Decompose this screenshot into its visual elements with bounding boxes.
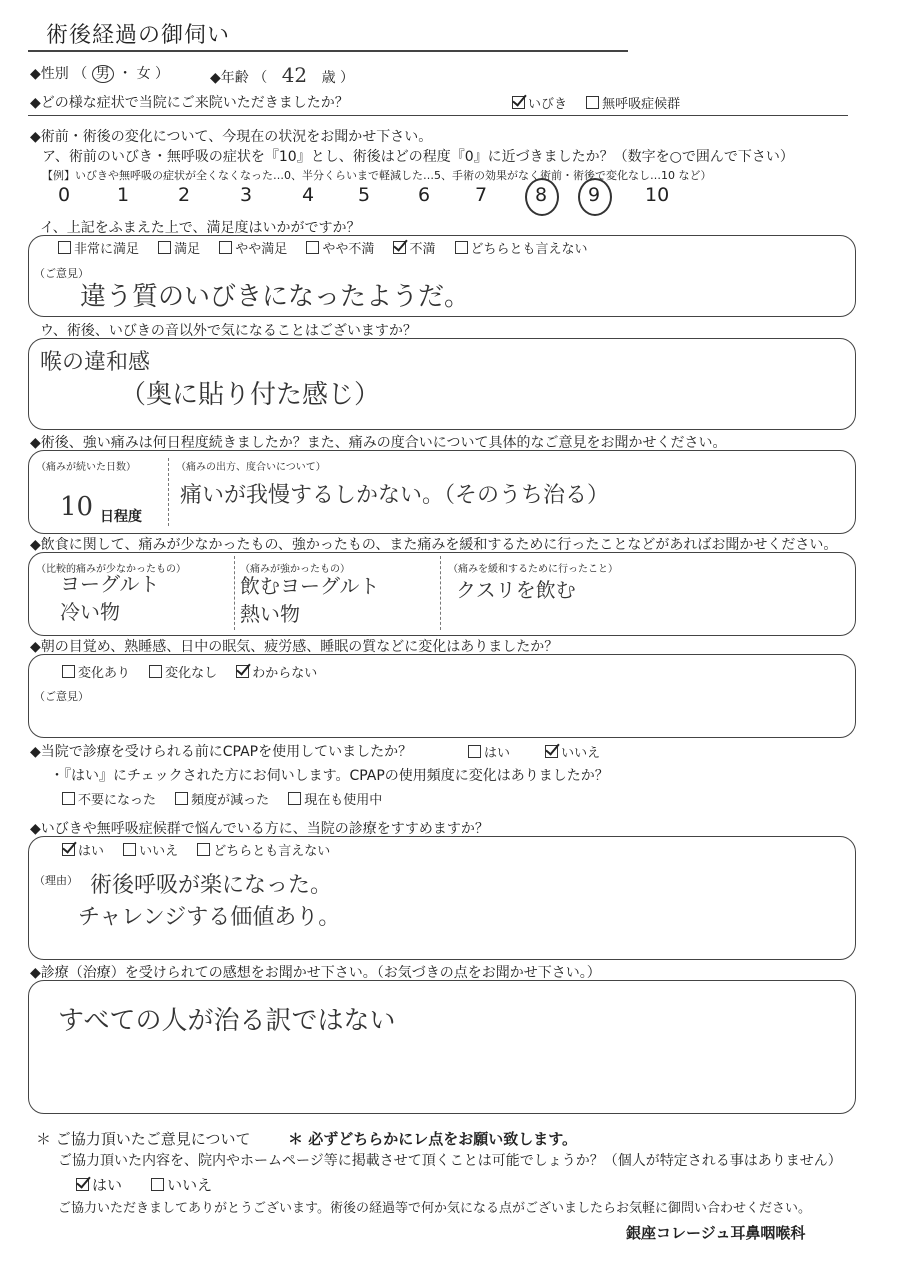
divider xyxy=(28,115,848,116)
satisfaction-option-somewhat-satisfied[interactable] xyxy=(219,238,287,257)
sex-close-paren: ） xyxy=(155,66,170,82)
checkbox-checked[interactable] xyxy=(393,241,406,254)
pain-days-value[interactable]: 10 xyxy=(60,492,94,522)
cpap-sub-option-still-using[interactable] xyxy=(288,789,382,808)
age-unit: 歳 xyxy=(321,70,336,86)
morning-opinion-label: （ご意見） xyxy=(34,690,89,703)
satisfaction-opinion[interactable]: 違う質のいびきになったようだ。 xyxy=(80,282,471,312)
cpap-sub-question: ・『はい』にチェックされた方にお伺いします。CPAPの使用頻度に変化はありましたか？ xyxy=(50,768,609,784)
other-answer-line2[interactable]: （奥に貼り付た感じ） xyxy=(120,380,381,410)
footer-thanks: ご協力いただきましてありがとうございます。術後の経過等で何か気になる点がございましたらお気軽に御問い合わせください。 xyxy=(58,1201,811,1216)
checkbox[interactable] xyxy=(455,241,468,254)
footer-permission: ご協力頂いた内容を、院内やホームページ等に掲載させて頂くことは可能でしょうか？（個人が特定される事はありません） xyxy=(58,1153,842,1169)
option-label: どちらとも言えない xyxy=(213,844,331,859)
sex-separator: ・ xyxy=(118,66,133,82)
food-less-1[interactable]: ヨーグルト xyxy=(60,572,160,596)
option-label: わからない xyxy=(252,666,318,681)
scale-number[interactable]: 10 xyxy=(645,184,670,206)
age-value[interactable]: 42 xyxy=(281,63,308,87)
pain-detail[interactable]: 痛いが我慢するしかない。（そのうち治る） xyxy=(180,483,610,508)
sex-label: ◆性別 xyxy=(30,66,69,82)
recommend-reason-2[interactable]: チャレンジする価値あり。 xyxy=(78,905,341,930)
morning-option-unknown[interactable] xyxy=(236,662,317,681)
pain-detail-label: （痛みの出方、度合いについて） xyxy=(176,462,326,473)
scale-number[interactable]: 2 xyxy=(178,184,191,206)
option-label: いいえ xyxy=(139,844,179,859)
clinic-name: 銀座コレージュ耳鼻咽喉科 xyxy=(626,1224,806,1242)
recommend-option-no[interactable] xyxy=(123,840,178,859)
scale-circle-mark xyxy=(578,178,612,216)
option-label: いいえ xyxy=(167,1176,213,1194)
option-label: いいえ xyxy=(561,746,601,761)
recommend-option-undecided[interactable] xyxy=(197,840,330,859)
checkbox[interactable] xyxy=(306,241,319,254)
food-strong-label: （痛みが強かったもの） xyxy=(240,564,350,575)
cpap-option-no[interactable] xyxy=(545,742,600,761)
food-question: ◆飲食に関して、痛みが少なかったもの、強かったもの、また痛みを緩和するために行ったことなどがあればお聞かせください。 xyxy=(30,537,838,553)
symptom-option-apnea[interactable] xyxy=(586,93,680,112)
scale-number[interactable]: 5 xyxy=(358,184,371,206)
pain-days-unit: 日程度 xyxy=(100,509,142,525)
sex-option-male[interactable]: 男 xyxy=(92,65,114,83)
footer-option-no[interactable] xyxy=(151,1174,212,1195)
recommend-reason-1[interactable]: 術後呼吸が楽になった。 xyxy=(90,873,333,898)
cpap-question: ◆当院で診療を受けられる前にCPAPを使用していましたか？ xyxy=(30,744,413,760)
scale-number[interactable]: 0 xyxy=(58,184,71,206)
pain-separator xyxy=(168,458,169,526)
recommend-option-yes[interactable] xyxy=(62,840,104,859)
scale-number[interactable]: 9 xyxy=(588,184,601,206)
satisfaction-question: イ、上記をふまえた上で、満足度はいかがですか？ xyxy=(40,220,361,236)
checkbox[interactable] xyxy=(586,96,599,109)
impression-answer[interactable]: すべての人が治る訳ではない xyxy=(58,1006,396,1036)
checkbox[interactable] xyxy=(197,843,210,856)
food-relief-1[interactable]: クスリを飲む xyxy=(456,578,576,602)
option-label: 現在も使用中 xyxy=(304,793,383,808)
checkbox[interactable] xyxy=(219,241,232,254)
option-label: 満足 xyxy=(174,242,201,257)
option-label: 変化なし xyxy=(165,666,218,681)
morning-option-changed[interactable] xyxy=(62,662,130,681)
checkbox[interactable] xyxy=(288,792,301,805)
recommend-question: ◆いびきや無呼吸症候群で悩んでいる方に、当院の診療をすすめますか？ xyxy=(30,821,489,837)
checkbox[interactable] xyxy=(62,665,75,678)
title-underline xyxy=(28,50,628,52)
symptom-option-snoring[interactable] xyxy=(512,93,567,112)
pain-days-label: （痛みが続いた日数） xyxy=(36,462,136,473)
other-question: ウ、術後、いびきの音以外で気になることはございますか？ xyxy=(40,323,417,339)
checkbox-checked[interactable] xyxy=(545,745,558,758)
checkbox-checked[interactable] xyxy=(76,1178,89,1191)
cpap-option-yes[interactable] xyxy=(468,742,510,761)
option-label: はい xyxy=(92,1176,123,1194)
food-separator-2 xyxy=(440,556,441,630)
scale-number[interactable]: 6 xyxy=(418,184,431,206)
food-strong-2[interactable]: 熱い物 xyxy=(240,602,300,626)
food-relief-label: （痛みを緩和するために行ったこと） xyxy=(448,564,618,575)
checkbox[interactable] xyxy=(58,241,71,254)
checkbox[interactable] xyxy=(149,665,162,678)
food-less-label: （比較的痛みが少なかったもの） xyxy=(36,564,186,575)
footer-note-b: ＊ 必ずどちらかにレ点をお願い致します。 xyxy=(288,1130,578,1148)
scale-number[interactable]: 3 xyxy=(240,184,253,206)
checkbox[interactable] xyxy=(123,843,136,856)
food-separator-1 xyxy=(234,556,235,630)
age-close-paren: ） xyxy=(340,70,355,86)
satisfaction-option-undecided[interactable] xyxy=(455,238,588,257)
scale-number[interactable]: 7 xyxy=(475,184,488,206)
food-less-2[interactable]: 冷い物 xyxy=(60,600,120,624)
satisfaction-option-somewhat-dissatisfied[interactable] xyxy=(306,238,374,257)
satisfaction-option-dissatisfied[interactable] xyxy=(393,238,435,257)
footer-option-yes[interactable] xyxy=(76,1174,122,1195)
option-label: 頻度が減った xyxy=(191,793,270,808)
scale-number[interactable]: 1 xyxy=(117,184,130,206)
scale-number[interactable]: 4 xyxy=(302,184,315,206)
scale-circle-mark xyxy=(525,178,559,216)
change-heading: ◆術前・術後の変化について、今現在の状況をお聞かせ下さい。 xyxy=(30,129,433,145)
cpap-options xyxy=(468,742,614,761)
symptom-question: ◆どの様な症状で当院にご来院いただきましたか？ xyxy=(30,95,349,111)
morning-option-no-change[interactable] xyxy=(149,662,217,681)
checkbox-checked[interactable] xyxy=(236,665,249,678)
page-title: 術後経過の御伺い xyxy=(46,23,231,48)
morning-question: ◆朝の目覚め、熟睡感、日中の眠気、疲労感、睡眠の質などに変化はありましたか？ xyxy=(30,639,559,655)
checkbox[interactable] xyxy=(175,792,188,805)
satisfaction-options xyxy=(58,238,602,257)
option-label: やや不満 xyxy=(322,242,375,257)
cpap-sub-option-reduced[interactable] xyxy=(175,789,269,808)
scale-number[interactable]: 8 xyxy=(535,184,548,206)
satisfaction-option-very-satisfied[interactable] xyxy=(58,238,139,257)
checkbox[interactable] xyxy=(468,745,481,758)
checkbox-checked[interactable] xyxy=(62,843,75,856)
age-label: ◆年齢 xyxy=(210,70,249,86)
option-label: 不満 xyxy=(409,242,436,257)
impression-question: ◆診療（治療）を受けられての感想をお聞かせ下さい。（お気づきの点をお聞かせ下さい。） xyxy=(30,965,601,981)
cpap-sub-option-unneeded[interactable] xyxy=(62,789,156,808)
sex-row xyxy=(30,63,169,83)
age-open-paren: （ xyxy=(253,70,268,86)
option-label: 変化あり xyxy=(78,666,131,681)
option-label: やや満足 xyxy=(235,242,288,257)
option-label: 非常に満足 xyxy=(74,242,140,257)
footer-note-a: ＊ ご協力頂いたご意見について xyxy=(36,1130,251,1148)
other-answer-line1[interactable]: 喉の違和感 xyxy=(40,350,151,375)
option-label: はい xyxy=(78,844,105,859)
pain-question: ◆術後、強い痛みは何日程度続きましたか？また、痛みの度合いについて具体的なご意見をお聞かせください。 xyxy=(30,435,727,451)
option-label: 無呼吸症候群 xyxy=(602,97,681,112)
change-example: 【例】いびきや無呼吸の症状が全くなくなった…0、半分くらいまで軽減した…5、手術の効果がなく術前・術後で変化なし…10 など） xyxy=(42,169,712,182)
satisfaction-option-satisfied[interactable] xyxy=(158,238,200,257)
option-label: いびき xyxy=(528,97,568,112)
satisfaction-opinion-label: （ご意見） xyxy=(34,267,89,280)
food-strong-1[interactable]: 飲むヨーグルト xyxy=(240,574,380,598)
change-sub-a: ア、術前のいびき・無呼吸の症状を『10』とし、術後はどの程度『0』に近づきましたか？（数字を○で囲んで下さい） xyxy=(42,149,794,165)
morning-options xyxy=(62,662,331,681)
checkbox-checked[interactable] xyxy=(512,96,525,109)
recommend-options xyxy=(62,840,344,859)
option-label: 不要になった xyxy=(78,793,157,808)
checkbox[interactable] xyxy=(62,792,75,805)
option-label: どちらとも言えない xyxy=(470,242,588,257)
checkbox[interactable] xyxy=(158,241,171,254)
symptom-options xyxy=(512,93,694,112)
cpap-sub-options xyxy=(62,789,396,808)
age-row xyxy=(210,63,354,87)
footer-options xyxy=(76,1174,226,1195)
recommend-reason-label: （理由） xyxy=(34,874,78,887)
checkbox[interactable] xyxy=(151,1178,164,1191)
sex-option-female[interactable]: 女 xyxy=(136,66,151,82)
option-label: はい xyxy=(484,746,511,761)
sex-open-paren: （ xyxy=(73,66,88,82)
